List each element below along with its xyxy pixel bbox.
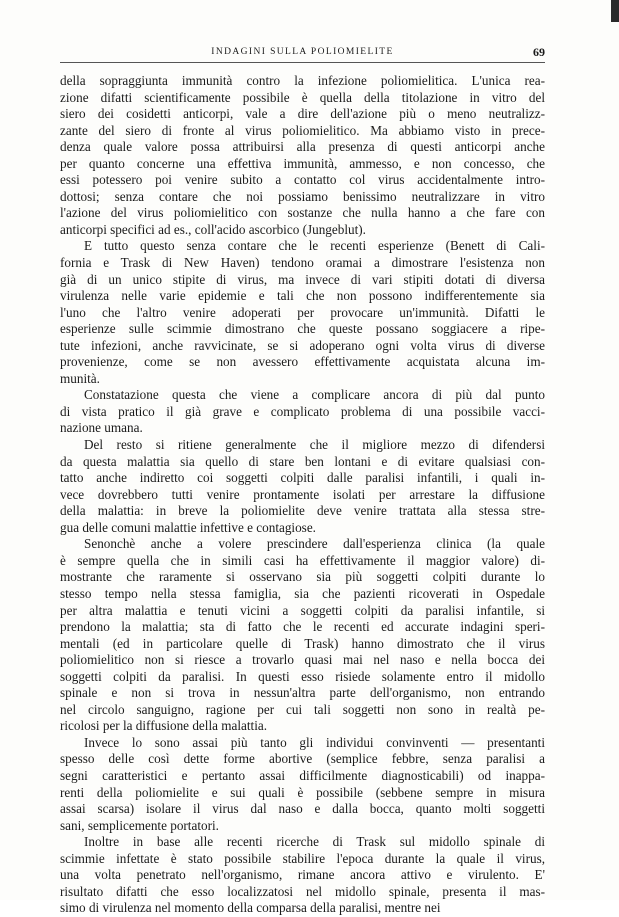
text-line: munità. [60,370,100,386]
text-line: zante del siero di fronte al virus poliomielitico. Ma abbiamo visto in prece- [60,122,545,138]
text-line: da questa malattia sia quello di stare ben lontani e di evitare qualsiasi con- [60,453,545,469]
text-line: mentali (ed in particolare quelle di Trask) hanno dimostrato che il virus [60,635,545,651]
text-line: esperienze sulle scimmie dimostrano che queste possano soggiacere a ripe- [60,321,545,337]
text-line: Invece lo sono assai più tanto gli individui convinventi — presentanti [84,734,545,750]
text-line: risultato difatti che esso localizzatosi nel midollo spinale, presenta il mas- [60,883,545,899]
paragraph [60,238,545,387]
text-line: di vista pratico il già grave e complicato problema di una possibile vacci- [60,403,545,419]
body-text [60,73,545,917]
text-line: Senonchè anche a volere prescindere dall'esperienza clinica (la quale [84,536,545,552]
text-line: mostrante che raramente si osservano sia più soggetti colpiti durante lo [60,569,545,585]
text-line: sani, semplicemente portatori. [60,817,219,833]
text-line: zione difatti scientificamente possibile è quella della titolazione in vitro del [60,89,545,105]
text-line: una volta penetrato nell'organismo, rimane ancora attivo e virulento. E' [60,867,545,883]
text-line: tatto anche indiretto coi soggetti colpiti dalle paralisi infantili, i quali in- [60,470,545,486]
text-line: provenienze, come se non avessero effettivamente acquistata alcuna im- [60,354,545,370]
text-line: E tutto questo senza contare che le recenti esperienze (Benett di Cali- [84,238,545,254]
text-line: stesso tempo nella stessa famiglia, sia che pazienti ricoverati in Ospedale [60,585,545,601]
text-line: l'azione del virus poliomielitico con sostanze che nulla hanno a che fare con [60,205,545,221]
text-line: renti della poliomielite e sui quali è possibile (sebbene sempre in misura [60,784,545,800]
text-line: della sopraggiunta immunità contro la infezione poliomielitica. L'unica rea- [60,73,545,88]
paragraph [60,536,545,735]
paragraph [60,834,545,917]
text-line: per altra malattia e tenuti vicini a soggetti colpiti da paralisi infantile, si [60,602,545,618]
text-line: vece dovrebbero tutti venire prontamente isolati per arrestare la diffusione [60,486,545,502]
text-line: è sempre quella che in simili casi ha effettivamente il maggior valore) di- [60,552,545,568]
text-line: già di un unico stipite di virus, ma invece di vari stipiti dotati di diversa [60,271,545,287]
text-line: anticorpi specifici ad es., coll'acido ascorbico (Jungeblut). [60,221,366,237]
paragraph [60,387,545,437]
text-line: della malattia: in breve la poliomielite deve venire trattata alla stessa stre- [60,503,545,519]
text-line: l'uno che l'altro venire adoperati per provocare un'immunità. Difatti le [60,304,545,320]
text-line: siero dei cosidetti anticorpi, vale a dire dell'azione più o meno neutralizz- [60,106,545,122]
text-line: assai scarsa) isolare il virus dal naso e dalla bocca, quanto molti soggetti [60,801,545,817]
text-line: Constatazione questa che viene a complicare ancora di più dal punto [84,387,545,403]
text-line: essi potessero poi venire subito a contatto col virus accidentalmente intro- [60,172,545,188]
text-line: spesso delle così dette forme abortive (semplice febbre, senza paralisi a [60,751,545,767]
text-line: prendono la malattia; sta di fatto che le recenti ed accurate indagini speri- [60,619,545,635]
paragraph [60,735,545,834]
text-line: scimmie infettate è stato possibile stabilire l'epoca durante la quale il virus, [60,850,545,866]
text-line: Del resto si ritiene generalmente che il migliore mezzo di difendersi [84,437,545,453]
header-rule [60,62,545,63]
paragraph [60,73,545,238]
text-line: segni caratteristici e pertanto assai difficilmente diagnosticabili) od inappa- [60,767,545,783]
page-number: 69 [533,45,545,59]
text-line: fornia e Trask di New Haven) tendono oramai a dimostrare l'esistenza non [60,255,545,271]
text-line: nazione umana. [60,420,143,436]
paragraph [60,437,545,536]
text-line: denza quale valore possa attribuirsi alla presenza di questi anticorpi anche [60,139,545,155]
text-line: virulenza nelle varie epidemie e tali che non possono indifferentemente sia [60,288,545,304]
text-line: simo di virulenza nel momento della comparsa della paralisi, mentre nei [60,900,441,916]
text-line: ricolosi per la diffusione della malattia. [60,718,268,734]
text-line: nel circolo sanguigno, ragione per cui tali soggetti non sono in realtà pe- [60,701,545,717]
text-line: per quanto concerne una effettiva immunità, ammesso, e non concesso, che [60,155,545,171]
page-edge-mark [611,0,619,22]
text-line: dottosi; senza contare che noi possiamo benissimo neutralizzare in vitro [60,188,545,204]
text-line: poliomielitico non si riesce a trovarlo quasi mai nel naso e nella bocca dei [60,652,545,668]
text-line: Inoltre in base alle recenti ricerche di Trask sul midollo spinale di [84,834,545,850]
running-header [60,44,545,60]
text-line: gua delle comuni malattie infettive e contagiose. [60,519,316,535]
text-line: soggetti colpiti da paralisi. In questi esso risiede solamente entro il midollo [60,668,545,684]
running-title: INDAGINI SULLA POLIOMIELITE [211,47,394,57]
text-line: spinale e non si trova in nessun'altra parte dell'organismo, non entrando [60,685,545,701]
text-line: tute infezioni, anche ravvicinate, se si adoperano ogni volta virus di diverse [60,337,545,353]
